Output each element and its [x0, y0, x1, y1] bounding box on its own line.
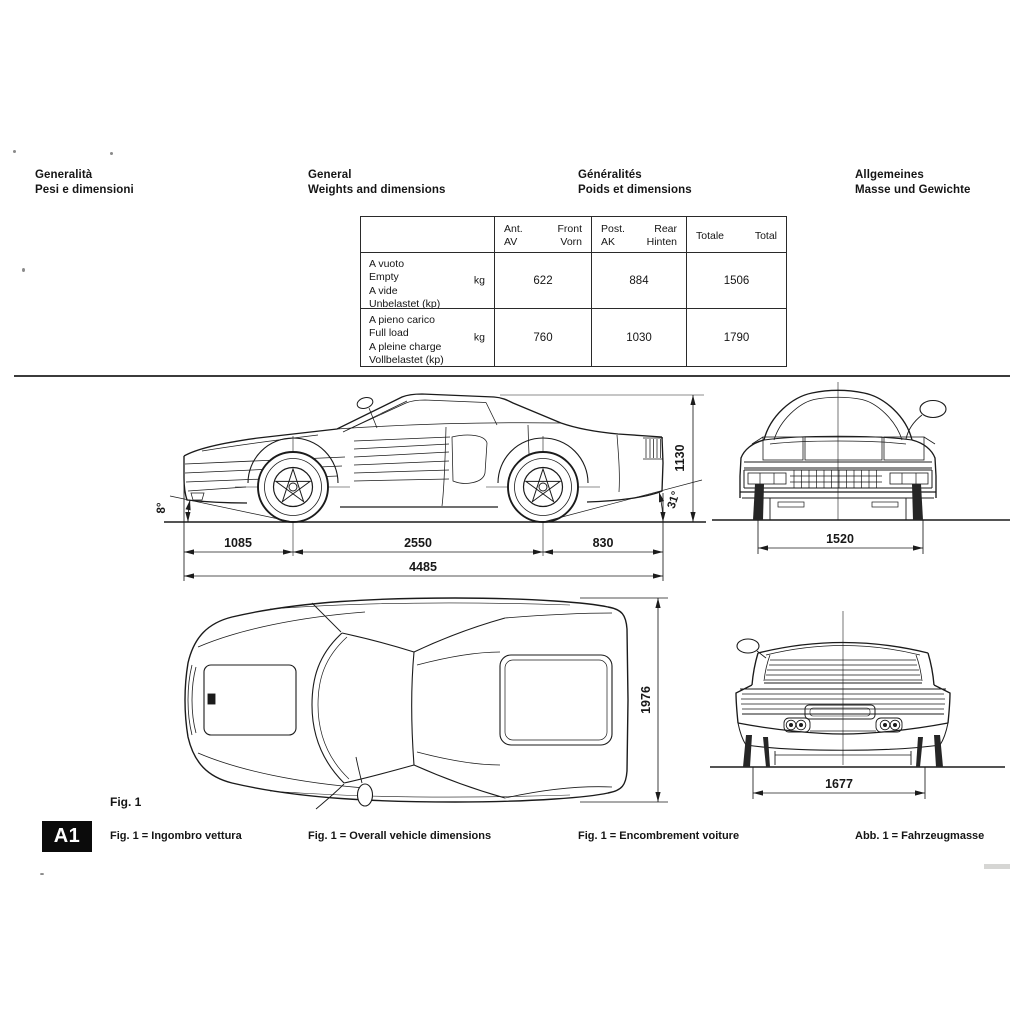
header-subtitle: Weights and dimensions: [308, 184, 446, 197]
scan-artifact: [22, 268, 25, 272]
label-line: Full load: [369, 327, 409, 340]
unit-label: kg: [473, 273, 485, 286]
col-label: Vorn: [560, 236, 582, 248]
header-subtitle: Pesi e dimensioni: [35, 184, 134, 197]
scan-artifact: [984, 864, 1010, 869]
header-title: Généralités: [578, 169, 642, 181]
car-plan-outline: [185, 598, 628, 802]
rear-wheel: [486, 436, 600, 556]
col-label: Rear: [654, 223, 677, 235]
header-german: [855, 168, 971, 198]
scan-artifact: [13, 150, 16, 153]
scan-artifact: [110, 152, 113, 155]
table-header-rear: [591, 217, 686, 252]
header-italian: [35, 168, 134, 198]
header-title: Generalità: [35, 169, 93, 181]
side-dimension-lines: [170, 395, 702, 581]
value-full-front: 760: [494, 308, 591, 366]
figure-label: Fig. 1: [110, 795, 142, 809]
top-dimension-lines: [580, 598, 668, 802]
dim-wheelbase: 2550: [404, 536, 432, 550]
label-line: Unbelastet (kp): [369, 298, 441, 311]
dim-rear-track: 1677: [825, 777, 853, 791]
dim-rear-overhang: 830: [592, 536, 614, 550]
caption-italian: Fig. 1 = Ingombro vettura: [110, 830, 242, 842]
rear-view-drawing: [700, 605, 1024, 820]
label-line: A vuoto: [369, 258, 405, 270]
value-full-total: 1790: [686, 308, 786, 366]
dim-overall-length: 4485: [409, 560, 437, 574]
col-label: Hinten: [646, 236, 677, 248]
value-empty-front: 622: [494, 252, 591, 308]
col-label: Post.: [601, 223, 625, 235]
table-corner-cell: [361, 217, 494, 252]
table-header-front: [494, 217, 591, 252]
row-label-empty: [361, 252, 494, 311]
hood-and-lamps: [752, 437, 935, 460]
label-line: Empty: [369, 271, 399, 284]
section-divider: [14, 375, 1010, 377]
label-line: A vide: [369, 284, 398, 297]
row-label-full-load: [361, 308, 494, 366]
plan-mirror: [356, 757, 373, 806]
header-subtitle: Masse und Gewichte: [855, 184, 971, 197]
side-view-drawing: [150, 380, 720, 600]
dim-height: 1130: [673, 444, 687, 472]
top-view-drawing: [150, 585, 710, 835]
header-title: Allgemeines: [855, 169, 924, 181]
engine-lid: [500, 655, 612, 745]
col-label: Totale: [696, 229, 725, 242]
dim-front-angle: 8°: [156, 502, 168, 514]
header-subtitle: Poids et dimensions: [578, 184, 692, 197]
label-line: Vollbelastet (kp): [369, 354, 444, 367]
caption-french: Fig. 1 = Encombrement voiture: [578, 830, 740, 842]
value-empty-total: 1506: [686, 252, 786, 308]
unit-label: kg: [473, 330, 485, 343]
front-view-drawing: [700, 380, 1024, 580]
header-title: General: [308, 169, 352, 181]
header-english: [308, 168, 445, 198]
dim-front-overhang: 1085: [224, 536, 252, 550]
front-trunk-lid: [204, 665, 296, 735]
col-label: AK: [601, 236, 616, 248]
section-tab-a1: [42, 821, 92, 852]
label-line: A pleine charge: [369, 340, 442, 353]
side-mirror: [356, 396, 374, 410]
value-full-rear: 1030: [591, 308, 686, 366]
car-body-outline: [184, 394, 663, 507]
header-french: [578, 168, 692, 198]
front-mirror: [906, 401, 946, 440]
dim-front-track: 1520: [826, 532, 854, 546]
label-line: A pieno carico: [369, 314, 435, 326]
table-header-total: [686, 217, 786, 252]
front-wheel: [235, 436, 350, 556]
weights-table: [360, 216, 787, 367]
col-label: Ant.: [504, 223, 523, 235]
value-empty-rear: 884: [591, 252, 686, 308]
caption-english: Fig. 1 = Overall vehicle dimensions: [308, 830, 492, 842]
col-label: AV: [504, 236, 518, 248]
scan-artifact: [40, 873, 44, 875]
dim-rear-angle: 31°: [665, 489, 683, 511]
col-label: Total: [754, 229, 777, 242]
rear-mirror: [737, 639, 766, 658]
dim-overall-width: 1976: [639, 686, 653, 714]
windshield-and-roof: [312, 603, 612, 809]
section-tab-label: A1: [53, 825, 81, 847]
caption-german: Abb. 1 = Fahrzeugmasse: [855, 830, 985, 842]
col-label: Front: [557, 223, 582, 235]
